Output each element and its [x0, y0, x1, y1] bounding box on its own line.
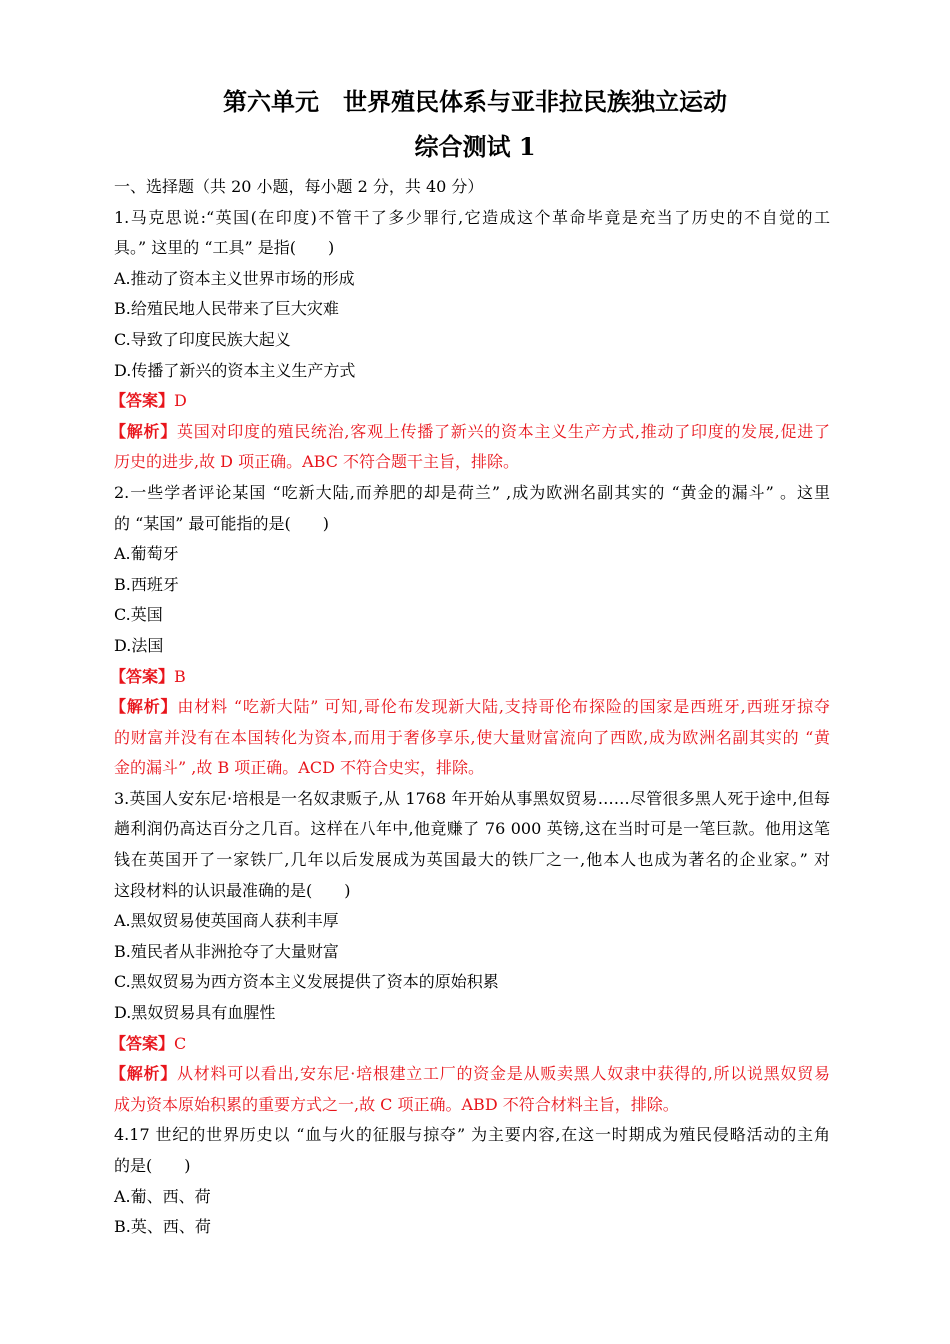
text-line [114, 478, 830, 509]
text-line [114, 264, 830, 295]
text-line [114, 1212, 830, 1243]
text-line [114, 203, 830, 234]
text-line [114, 784, 830, 815]
line-text: C [174, 1033, 187, 1053]
line-text: B.给殖民地人民带来了巨大灾难 [114, 299, 339, 319]
analysis-line [110, 692, 830, 723]
document-body [110, 172, 830, 1243]
line-text: 具。” 这里的 “工具” 是指( ) [114, 238, 335, 258]
text-line [114, 937, 830, 968]
line-text: 的 “某国” 最可能指的是( ) [114, 513, 330, 533]
document-subtitle: 综合测试 1 [414, 132, 536, 161]
answer-line [110, 386, 830, 417]
line-text: 英国对印度的殖民统治,客观上传播了新兴的资本主义生产方式,推动了印度的发展,促进了 [176, 421, 830, 441]
line-text: 一、选择题（共 20 小题，每小题 2 分，共 40 分） [114, 177, 484, 196]
text-line [114, 356, 830, 387]
text-line [114, 998, 830, 1029]
section-label: 【解析】 [110, 421, 177, 441]
section-label: 【答案】 [110, 1033, 175, 1053]
text-line [114, 876, 830, 907]
text-line [114, 845, 830, 876]
line-text: C.英国 [114, 605, 163, 625]
line-text: 趟利润仍高达百分之几百。这样在八年中,他竟赚了 76 000 英镑,这在当时可是一笔巨款。他用这笔 [114, 819, 830, 839]
text-line [114, 814, 830, 845]
analysis-line [110, 417, 830, 448]
text-line [114, 447, 830, 478]
text-line [114, 294, 830, 325]
text-line [114, 631, 830, 662]
line-text: B.英、西、荷 [114, 1217, 211, 1237]
line-text: 的财富并没有在本国转化为资本,而用于奢侈享乐,使大量财富流向了西欧,成为欧洲名副其实的 “黄 [114, 727, 830, 747]
text-line [114, 967, 830, 998]
text-line [114, 539, 830, 570]
answer-line [110, 1029, 830, 1060]
text-line [114, 1182, 830, 1213]
line-text: D.传播了新兴的资本主义生产方式 [114, 360, 356, 380]
document-title: 第六单元 世界殖民体系与亚非拉民族独立运动 [223, 87, 727, 116]
line-text: A.黑奴贸易使英国商人获利丰厚 [114, 911, 339, 931]
text-line [114, 570, 830, 601]
line-text: B [174, 666, 186, 686]
section-label: 【解析】 [110, 1064, 177, 1084]
line-text: A.葡萄牙 [114, 544, 179, 564]
text-line [114, 753, 830, 784]
text-line [114, 1090, 830, 1121]
text-line [114, 233, 830, 264]
line-text: 这段材料的认识最准确的是( ) [114, 880, 351, 900]
line-text: 3.英国人安东尼·培根是一名奴隶贩子,从 1768 年开始从事黑奴贸易……尽管很多黑人死于途中,但每 [114, 788, 830, 808]
section-label: 【解析】 [110, 697, 178, 717]
text-line [114, 723, 830, 754]
line-text: C.黑奴贸易为西方资本主义发展提供了资本的原始积累 [114, 972, 499, 992]
line-text: D.黑奴贸易具有血腥性 [114, 1003, 276, 1023]
section-label: 【答案】 [110, 666, 175, 686]
line-text: 的是( ) [114, 1156, 191, 1175]
line-text: B.西班牙 [114, 574, 179, 594]
text-line [114, 172, 830, 203]
line-text: 历史的进步,故 D 项正确。ABC 不符合题干主旨，排除。 [114, 452, 520, 472]
text-line [114, 509, 830, 540]
text-line [114, 600, 830, 631]
line-text: 金的漏斗” ,故 B 项正确。ACD 不符合史实，排除。 [114, 758, 484, 778]
text-line [114, 325, 830, 356]
line-text: A.葡、西、荷 [114, 1186, 211, 1206]
line-text: 从材料可以看出,安东尼·培根建立工厂的资金是从贩卖黑人奴隶中获得的,所以说黑奴贸易 [176, 1064, 830, 1084]
line-text: 由材料 “吃新大陆” 可知,哥伦布发现新大陆,支持哥伦布探险的国家是西班牙,西班牙掠夺 [177, 697, 830, 717]
text-line [114, 1120, 830, 1151]
section-label: 【答案】 [110, 391, 175, 411]
text-line [114, 906, 830, 937]
line-text: 钱在英国开了一家铁厂,几年以后发展成为英国最大的铁厂之一,他本人也成为著名的企业家。” 对 [114, 850, 830, 870]
text-line [114, 1151, 830, 1182]
line-text: 成为资本原始积累的重要方式之一,故 C 项正确。ABD 不符合材料主旨，排除。 [114, 1094, 679, 1114]
line-text: A.推动了资本主义世界市场的形成 [114, 268, 355, 288]
line-text: 2.一些学者评论某国 “吃新大陆,而养肥的却是荷兰” ,成为欧洲名副其实的 “黄金的漏斗” 。这里 [114, 482, 830, 502]
line-text: B.殖民者从非洲抢夺了大量财富 [114, 941, 339, 961]
line-text: D [174, 391, 187, 411]
line-text: 4.17 世纪的世界历史以 “血与火的征服与掠夺” 为主要内容,在这一时期成为殖民侵略活动的主角 [114, 1125, 830, 1145]
line-text: C.导致了印度民族大起义 [114, 329, 291, 349]
answer-line [110, 662, 830, 693]
line-text: 1.马克思说:“英国(在印度)不管干了多少罪行,它造成这个革命毕竟是充当了历史的不自觉的工 [114, 207, 830, 227]
analysis-line [110, 1059, 830, 1090]
line-text: D.法国 [114, 635, 164, 655]
